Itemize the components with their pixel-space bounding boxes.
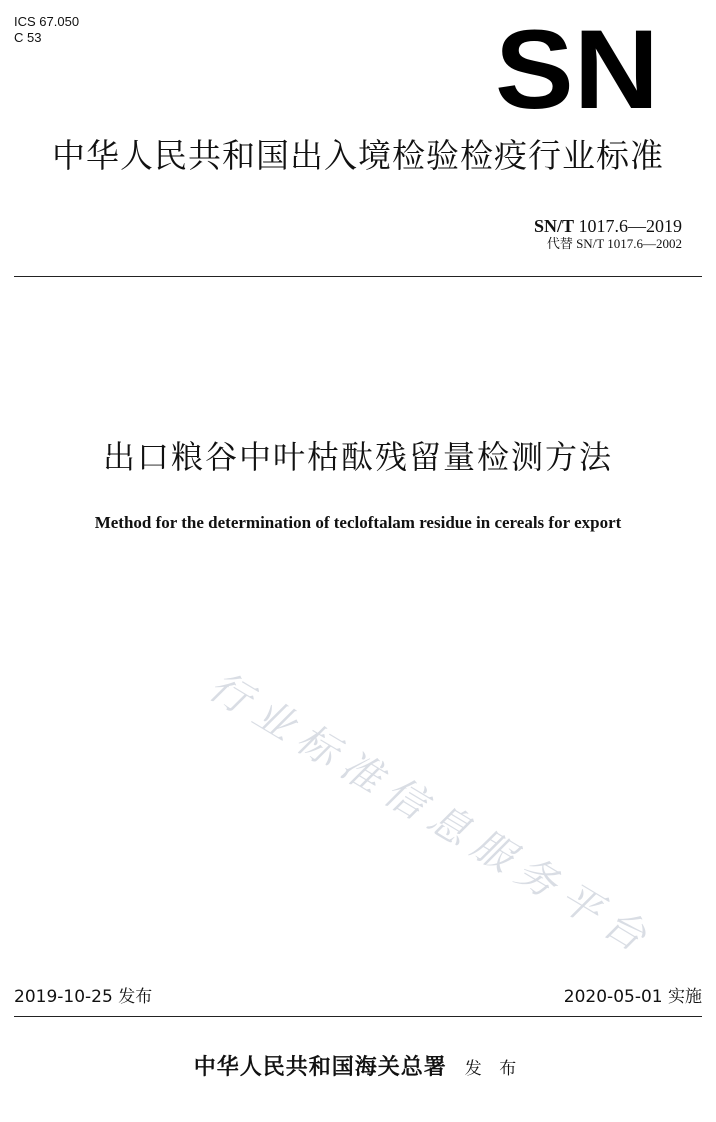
title-english: Method for the determination of tecloftalam residue in cereals for export bbox=[94, 513, 622, 532]
issuing-agency-heading: 中华人民共和国出入境检验检疫行业标准 bbox=[52, 136, 664, 175]
issue-date: 2019-10-25 发布 bbox=[14, 987, 153, 1007]
issuer-organization: 中华人民共和国海关总署 bbox=[193, 1054, 447, 1080]
ccs-code: C 53 bbox=[14, 30, 42, 45]
standard-prefix: SN/T bbox=[533, 216, 574, 236]
title-chinese: 出口粮谷中叶枯酞残留量检测方法 bbox=[102, 438, 613, 476]
footer-divider bbox=[14, 1016, 702, 1017]
classification-codes bbox=[14, 14, 79, 46]
issuer-line bbox=[0, 1052, 716, 1084]
standard-code: 1017.6—2019 bbox=[578, 216, 682, 236]
watermark bbox=[196, 634, 666, 961]
issuer-action: 发 布 bbox=[464, 1059, 523, 1079]
watermark-text: 行业标准信息服务平台 bbox=[200, 663, 654, 961]
standard-number bbox=[534, 216, 682, 236]
ics-code: ICS 67.050 bbox=[14, 14, 80, 29]
sn-logo bbox=[494, 7, 660, 132]
effective-date: 2020-05-01 实施 bbox=[563, 987, 702, 1007]
replaces-standard: 代替 SN/T 1017.6—2002 bbox=[546, 236, 682, 251]
sn-logo-text: SN bbox=[495, 7, 659, 132]
header-divider bbox=[14, 276, 702, 277]
